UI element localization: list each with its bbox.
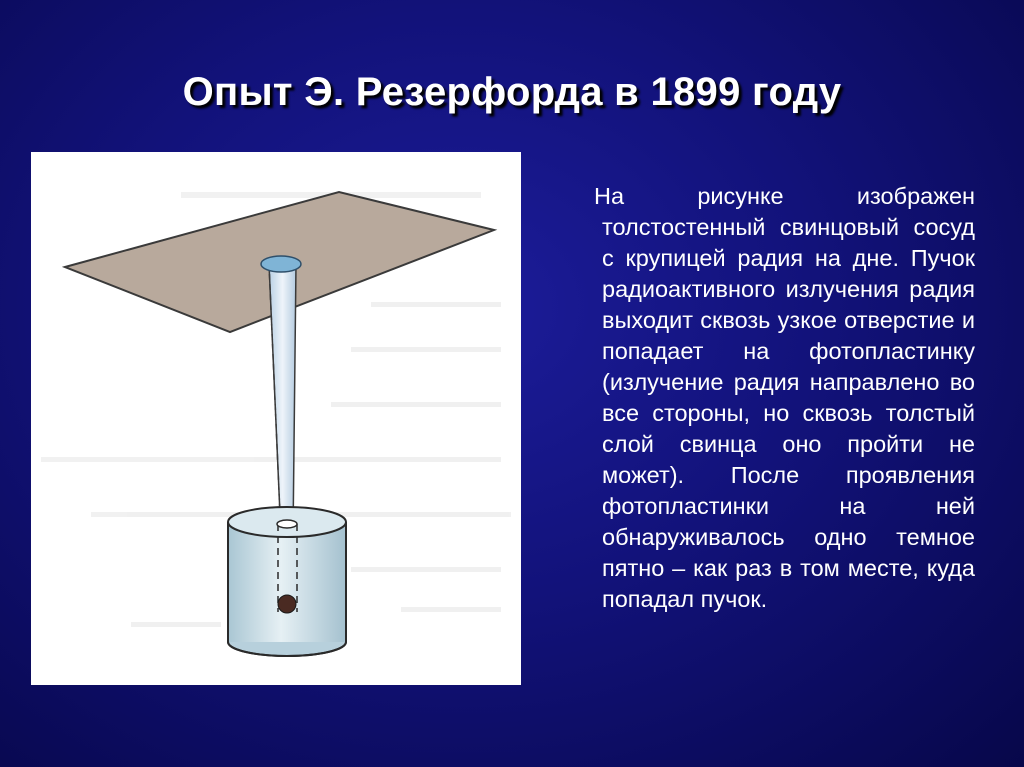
experiment-diagram	[31, 152, 521, 685]
exposure-spot-icon	[261, 256, 301, 272]
lead-vessel-icon	[228, 507, 346, 656]
radiation-beam-icon	[269, 264, 296, 537]
radium-grain-icon	[278, 595, 296, 613]
slide-title: Опыт Э. Резерфорда в 1899 году	[182, 70, 842, 114]
description-paragraph: На рисунке изображен толстостенный свинцовый сосуд с крупицей радия на дне. Пучок радиоактивного излучения радия выходит сквозь узкое отверстие и попадает на фотопластинку (излучение радия направлено во все стороны, но сквозь толстый слой свинца оно пройти не может). После проявления фотопластинки на ней обнаруживалось одно темное пятно – как раз в том месте, куда попадал пучок.	[594, 183, 975, 612]
experiment-illustration	[31, 152, 521, 685]
